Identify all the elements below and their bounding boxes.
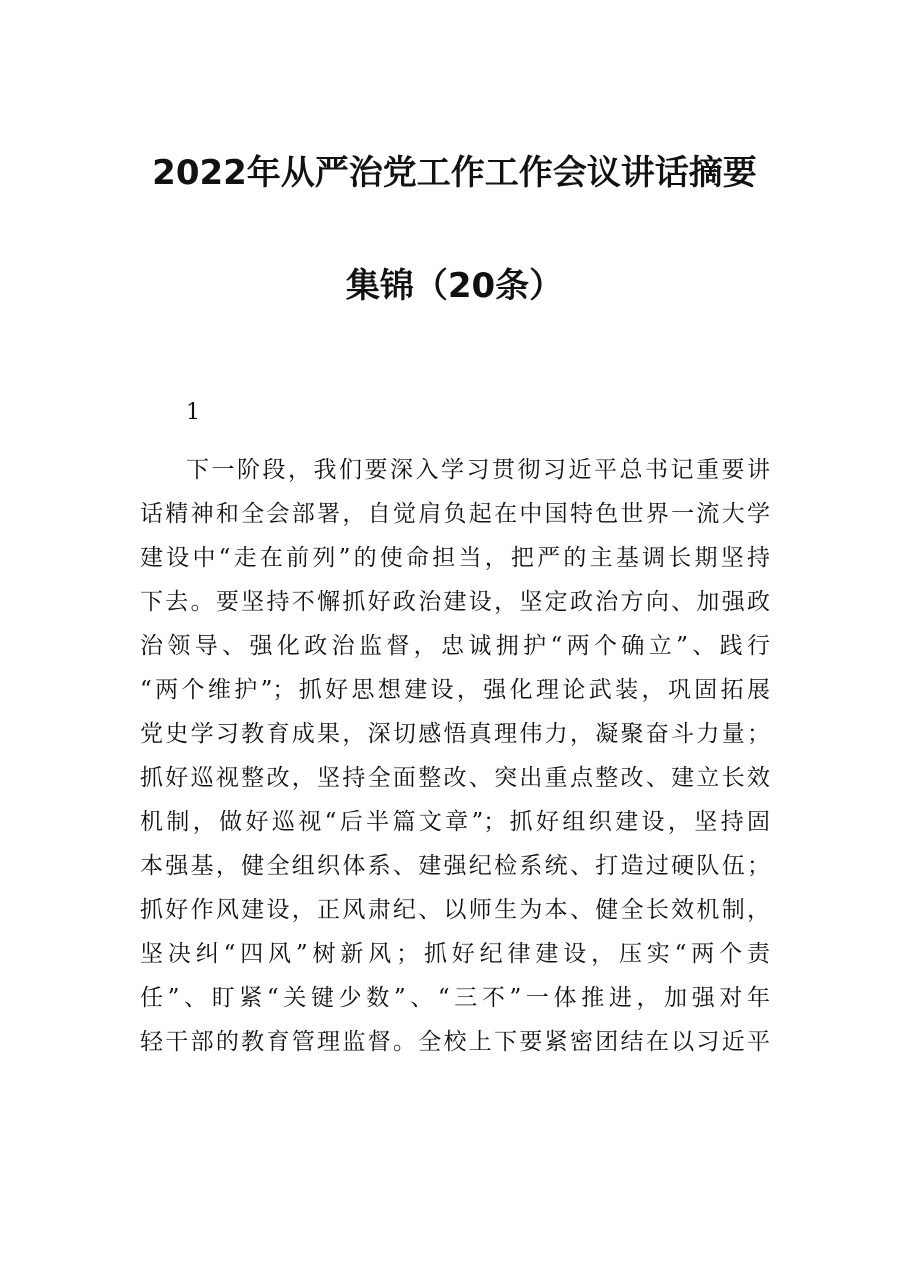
section-number: 1 xyxy=(186,400,200,425)
paragraph-line: 抓好巡视整改，坚持全面整改、突出重点整改、建立长效 xyxy=(140,765,770,791)
paragraph-line: “两个维护”；抓好思想建设，强化理论武装，巩固拓展 xyxy=(140,677,770,703)
paragraph-line: 抓好作风建设，正风肃纪、以师生为本、健全长效机制， xyxy=(140,897,770,923)
paragraph-line: 任”、盯紧“关键少数”、“三不”一体推进，加强对年 xyxy=(140,985,770,1011)
paragraph-line: 下去。要坚持不懈抓好政治建设，坚定政治方向、加强政 xyxy=(140,589,770,615)
paragraph-line: 轻干部的教育管理监督。全校上下要紧密团结在以习近平 xyxy=(140,1029,770,1055)
paragraph-line: 话精神和全会部署，自觉肩负起在中国特色世界一流大学 xyxy=(140,501,770,527)
paragraph-line: 党史学习教育成果，深切感悟真理伟力，凝聚奋斗力量； xyxy=(140,721,770,747)
paragraph-line: 建设中“走在前列”的使命担当，把严的主基调长期坚持 xyxy=(140,545,770,571)
paragraph-line: 治领导、强化政治监督，忠诚拥护“两个确立”、践行 xyxy=(140,633,770,659)
paragraph xyxy=(140,448,770,1064)
paragraph-line: 机制，做好巡视“后半篇文章”；抓好组织建设，坚持固 xyxy=(140,809,770,835)
paragraph-line: 下一阶段，我们要深入学习贯彻习近平总书记重要讲 xyxy=(186,457,770,483)
paragraph-line: 坚决纠“四风”树新风；抓好纪律建设，压实“两个责 xyxy=(140,941,770,967)
paragraph-line: 本强基，健全组织体系、建强纪检系统、打造过硬队伍； xyxy=(140,853,770,879)
document-title-line-2: 集锦（20条） xyxy=(345,266,564,306)
document-title-line-1: 2022年从严治党工作工作会议讲话摘要 xyxy=(152,153,757,193)
